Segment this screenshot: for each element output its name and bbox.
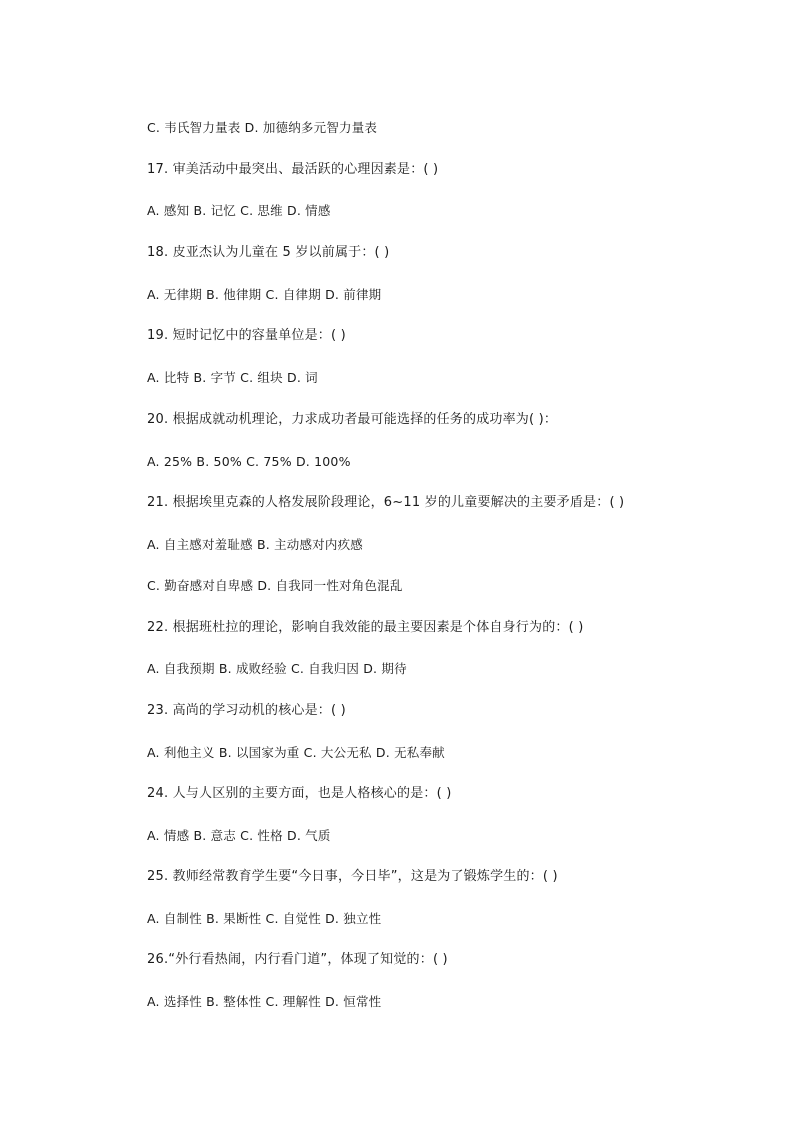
options-line: A. 自我预期 B. 成败经验 C. 自我归因 D. 期待 <box>147 661 407 676</box>
question-24: 24. 人与人区别的主要方面，也是人格核心的是：( ) <box>147 786 452 801</box>
options-line: A. 选择性 B. 整体性 C. 理解性 D. 恒常性 <box>147 994 382 1009</box>
question-23: 23. 高尚的学习动机的核心是：( ) <box>147 703 346 718</box>
question-25: 25. 教师经常教育学生要“今日事，今日毕”，这是为了锻炼学生的：( ) <box>147 869 558 884</box>
options-line: A. 情感 B. 意志 C. 性格 D. 气质 <box>147 828 331 843</box>
options-line: A. 比特 B. 字节 C. 组块 D. 词 <box>147 370 318 385</box>
options-line: C. 韦氏智力量表 D. 加德纳多元智力量表 <box>147 120 378 135</box>
question-19: 19. 短时记忆中的容量单位是：( ) <box>147 328 346 343</box>
options-line: A. 利他主义 B. 以国家为重 C. 大公无私 D. 无私奉献 <box>147 745 445 760</box>
options-line: A. 感知 B. 记忆 C. 思维 D. 情感 <box>147 203 331 218</box>
options-line: A. 25% B. 50% C. 75% D. 100% <box>147 454 351 469</box>
question-22: 22. 根据班杜拉的理论，影响自我效能的最主要因素是个体自身行为的：( ) <box>147 620 584 635</box>
options-line: A. 自制性 B. 果断性 C. 自觉性 D. 独立性 <box>147 911 382 926</box>
question-26: 26.“外行看热闹，内行看门道”，体现了知觉的：( ) <box>147 952 448 967</box>
question-20: 20. 根据成就动机理论，力求成功者最可能选择的任务的成功率为( )： <box>147 412 558 427</box>
question-21: 21. 根据埃里克森的人格发展阶段理论，6~11 岁的儿童要解决的主要矛盾是：( ) <box>147 495 625 510</box>
question-17: 17. 审美活动中最突出、最活跃的心理因素是：( ) <box>147 162 439 177</box>
options-line: A. 自主感对羞耻感 B. 主动感对内疚感 <box>147 537 363 552</box>
options-line: C. 勤奋感对自卑感 D. 自我同一性对角色混乱 <box>147 578 403 593</box>
question-18: 18. 皮亚杰认为儿童在 5 岁以前属于：( ) <box>147 245 390 260</box>
options-line: A. 无律期 B. 他律期 C. 自律期 D. 前律期 <box>147 287 382 302</box>
